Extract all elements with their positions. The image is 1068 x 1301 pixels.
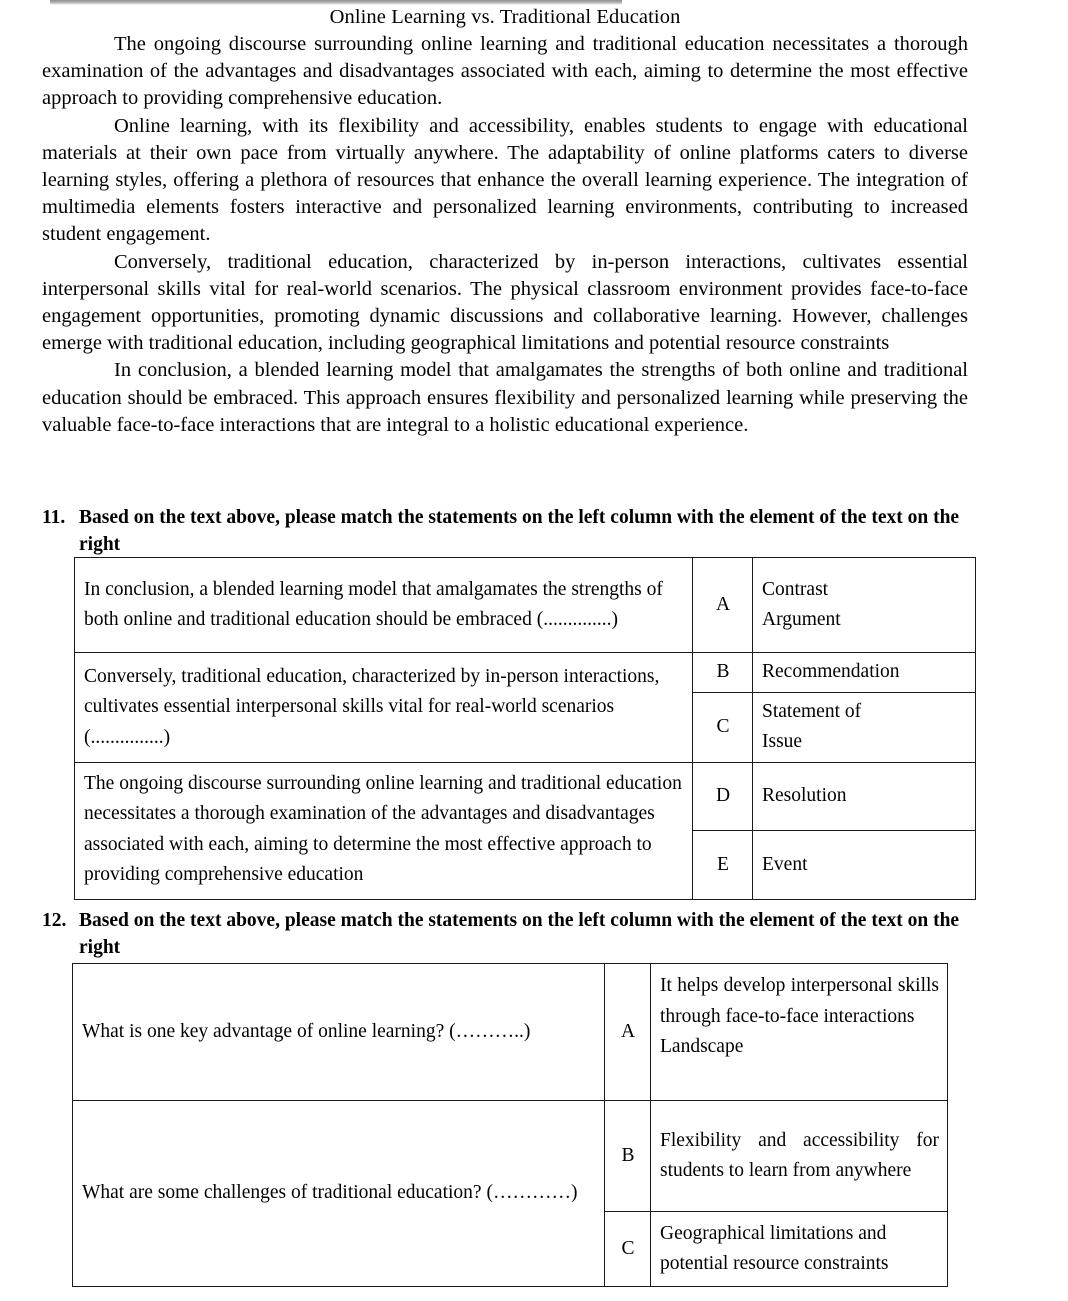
q11-option-letter-d[interactable]: D	[693, 762, 753, 831]
q12-option-letter-b[interactable]: B	[605, 1101, 651, 1212]
paragraph-3: Conversely, traditional education, characterized by in-person interactions, cultivates essential interpersonal skills vital for real-world scenarios. The physical classroom environment provides face-to-face engagement opportunities, promoting dynamic discussions and collaborative learning. However, challenges emerge with traditional education, including geographical limitations and potential resource constraints	[42, 250, 968, 355]
table-row	[75, 653, 976, 693]
question-12-match-table	[72, 963, 948, 1287]
q12-statement-2[interactable]: What are some challenges of traditional education? (…………)	[73, 1101, 605, 1287]
q11-option-a-line-1: Contrast	[762, 578, 829, 600]
question-12-prompt: Based on the text above, please match the statements on the left column with the element of the text on the right	[79, 910, 960, 958]
q11-option-a-line-2: Argument	[762, 609, 841, 630]
q11-option-d-line-1: Resolution	[762, 785, 847, 806]
q11-option-letter-b[interactable]: B	[693, 653, 753, 693]
question-11-number: 11.	[42, 507, 66, 528]
table-row	[75, 762, 976, 831]
q11-statement-1[interactable]: In conclusion, a blended learning model that amalgamates the strengths of both online and traditional education should be embraced (..............)	[75, 558, 693, 653]
page-title: Online Learning vs. Traditional Education	[329, 6, 681, 28]
q11-option-letter-e[interactable]: E	[693, 831, 753, 900]
q12-option-a-line-1: It helps develop interpersonal skills through face-to-face interactions	[660, 975, 939, 1027]
q11-statement-2[interactable]: Conversely, traditional education, characterized by in-person interactions, cultivates essential interpersonal skills vital for real-world scenarios (...............)	[75, 653, 693, 763]
q11-option-letter-c[interactable]: C	[693, 692, 753, 762]
q12-option-letter-a[interactable]: A	[605, 964, 651, 1101]
q11-option-text-d[interactable]	[753, 762, 976, 831]
q12-option-text-b[interactable]: Flexibility and accessibility for students to learn from anywhere	[651, 1101, 948, 1212]
q12-option-text-c[interactable]: Geographical limitations and potential resource constraints	[651, 1212, 948, 1287]
question-12-number: 12.	[42, 910, 67, 931]
paragraph-2: Online learning, with its flexibility and accessibility, enables students to engage with educational materials at their own pace from virtually anywhere. The adaptability of online platforms caters to diverse learning styles, offering a plethora of resources that enhance the overall learning experience. The integration of multimedia elements fosters interactive and personalized learning environments, contributing to increased student engagement.	[42, 114, 968, 246]
question-12-heading	[42, 907, 986, 961]
question-11-heading	[42, 504, 972, 558]
q11-option-c-line-1: Statement of	[762, 700, 862, 722]
table-row	[73, 964, 948, 1101]
q12-option-text-a[interactable]	[651, 964, 948, 1101]
q11-option-text-c[interactable]	[753, 692, 976, 762]
q11-option-c-line-2: Issue	[762, 731, 803, 752]
q12-option-letter-c[interactable]: C	[605, 1212, 651, 1287]
q11-option-text-a[interactable]	[753, 558, 976, 653]
paragraph-4: In conclusion, a blended learning model that amalgamates the strengths of both online and traditional education should be embraced. This approach ensures flexibility and personalized learning while preserving the valuable face-to-face interactions that are integral to a holistic educational experience.	[42, 359, 968, 436]
question-11-match-table	[74, 557, 976, 900]
q11-option-e-line-1: Event	[762, 853, 808, 875]
q11-statement-3[interactable]: The ongoing discourse surrounding online learning and traditional education necessitates a thorough examination of the advantages and disadvantages associated with each, aiming to determine the most effective approach to providing comprehensive education	[75, 762, 693, 899]
table-row	[75, 558, 976, 653]
paragraph-1: The ongoing discourse surrounding online learning and traditional education necessitates a thorough examination of the advantages and disadvantages associated with each, aiming to determine the most effective approach to providing comprehensive education.	[42, 33, 968, 110]
q11-option-letter-a[interactable]: A	[693, 558, 753, 653]
table-row	[73, 1101, 948, 1212]
q11-option-text-e[interactable]	[753, 831, 976, 900]
q11-option-text-b[interactable]	[753, 653, 976, 693]
q11-option-b-line-1: Recommendation	[762, 661, 900, 682]
q12-option-a-line-2: Landscape	[660, 1036, 744, 1057]
question-11-prompt: Based on the text above, please match the statements on the left column with the element of the text on the right	[79, 507, 960, 555]
q12-statement-1[interactable]: What is one key advantage of online learning? (………..)	[73, 964, 605, 1101]
article-body	[42, 4, 968, 439]
